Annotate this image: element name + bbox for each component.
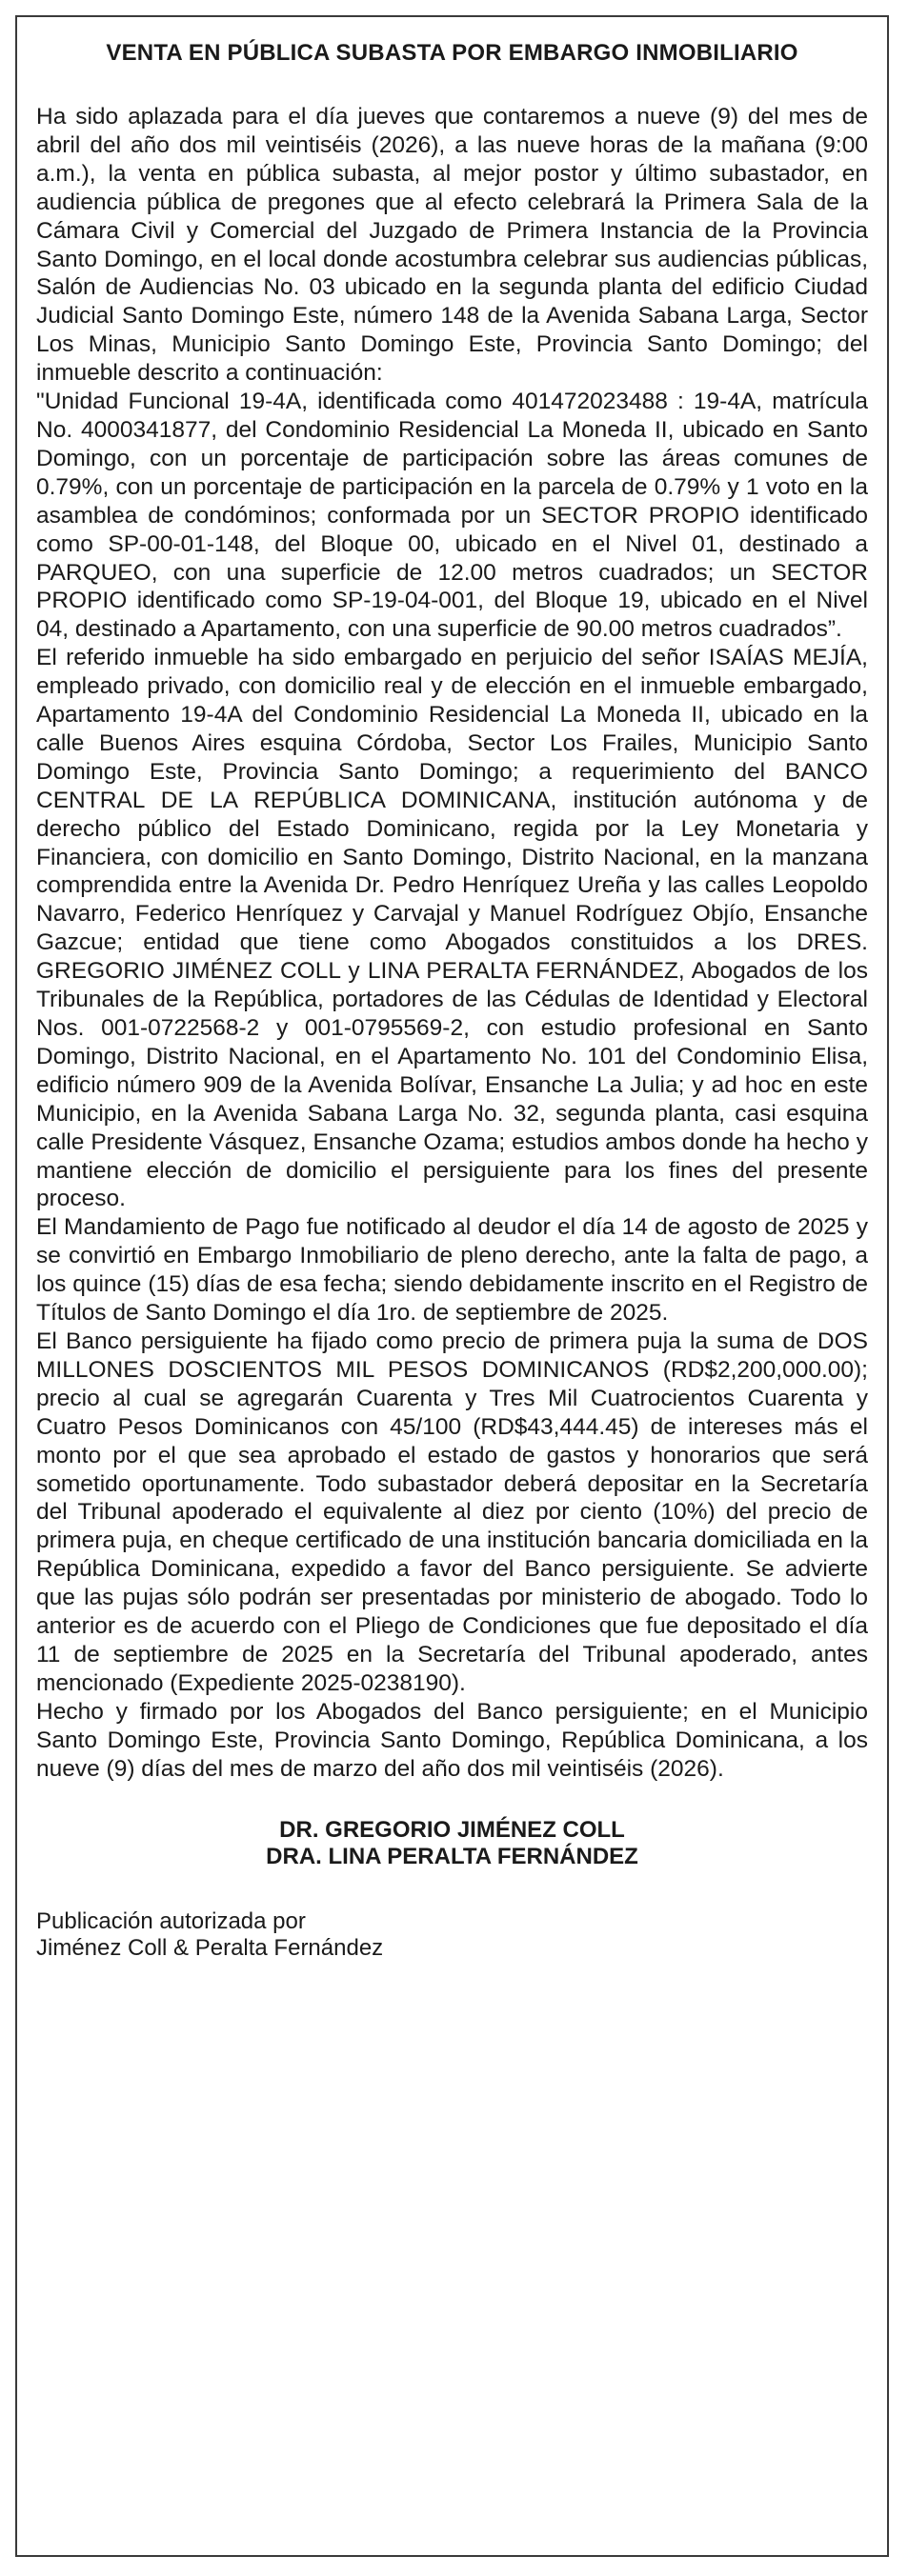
paragraph-signed: Hecho y firmado por los Abogados del Banco persiguiente; en el Municipio Santo Domingo Este, Provincia Santo Domingo, República Dominicana, a los nueve (9) días del mes de marzo del año dos mil veintiséis (2026).	[36, 1698, 868, 1782]
publication-line: Publicación autorizada por	[36, 1908, 306, 1935]
paragraph-payment-order: El Mandamiento de Pago fue notificado al deudor el día 14 de agosto de 2025 y se convirtió en Embargo Inmobiliario de pleno derecho, ante la falta de pago, a los quince (15) días de esa fecha; siendo debidamente inscrito en el Registro de Títulos de Santo Domingo el día 1ro. de septiembre de 2025.	[36, 1214, 868, 1327]
paragraph-announcement: Ha sido aplazada para el día jueves que contaremos a nueve (9) del mes de abril del año dos mil veintiséis (2026), a las nueve horas de la mañana (9:00 a.m.), la venta en pública subasta, al mejor postor y último subastador, en audiencia pública de pregones que al efecto celebrará la Primera Sala de la Cámara Civil y Comercial del Juzgado de Primera Instancia de la Provincia Santo Domingo, en el local donde acostumbra celebrar sus audiencias públicas, Salón de Audiencias No. 03 ubicado en la segunda planta del edificio Ciudad Judicial Santo Domingo Este, número 148 de la Avenida Sabana Larga, Sector Los Minas, Municipio Santo Domingo Este, Provincia Santo Domingo; del inmueble descrito a continuación:	[36, 104, 868, 387]
paragraph-parties: El referido inmueble ha sido embargado en perjuicio del señor ISAÍAS MEJÍA, empleado privado, con domicilio real y de elección en el inmueble embargado, Apartamento 19-4A del Condominio Residencial La Moneda II, ubicado en la calle Buenos Aires esquina Córdoba, Sector Los Frailes, Municipio Santo Domingo Este, Provincia Santo Domingo; a requerimiento del BANCO CENTRAL DE LA REPÚBLICA DOMINICANA, institución autónoma y de derecho público del Estado Dominicano, regida por la Ley Monetaria y Financiera, con domicilio en Santo Domingo, Distrito Nacional, en la manzana comprendida entre la Avenida Dr. Pedro Henríquez Ureña y las calles Leopoldo Navarro, Federico Henríquez y Carvajal y Manuel Rodríguez Objío, Ensanche Gazcue; entidad que tiene como Abogados constituidos a los DRES. GREGORIO JIMÉNEZ COLL y LINA PERALTA FERNÁNDEZ, Abogados de los Tribunales de la República, portadores de las Cédulas de Identidad y Electoral Nos. 001-0722568-2 y 001-0795569-2, con estudio profesional en Santo Domingo, Distrito Nacional, en el Apartamento No. 101 del Condominio Elisa, edificio número 909 de la Avenida Bolívar, Ensanche La Julia; y ad hoc en este Municipio, en la Avenida Sabana Larga No. 32, segunda planta, casi esquina calle Presidente Vásquez, Ensanche Ozama; estudios ambos donde ha hecho y mantiene elección de domicilio el persiguiente para los fines del presente proceso.	[36, 645, 868, 1212]
signer-name: DR. GREGORIO JIMÉNEZ COLL	[279, 1817, 625, 1844]
publication-line: Jiménez Coll & Peralta Fernández	[36, 1935, 384, 1962]
paragraph-property-description: "Unidad Funcional 19-4A, identificada como 401472023488 : 19-4A, matrícula No. 4000341877, del Condominio Residencial La Moneda II, ubicado en Santo Domingo, con un porcentaje de participación sobre las áreas comunes de 0.79%, con un porcentaje de participación en la parcela de 0.79% y 1 voto en la asamblea de condóminos; conformada por un SECTOR PROPIO identificado como SP-00-01-148, del Bloque 00, ubicado en el Nivel 01, destinado a PARQUEO, con una superficie de 12.00 metros cuadrados; un SECTOR PROPIO identificado como SP-19-04-001, del Bloque 19, ubicado en el Nivel 04, destinado a Apartamento, con una superficie de 90.00 metros cuadrados”.	[36, 389, 868, 643]
legal-notice	[15, 15, 889, 2557]
signer-name: DRA. LINA PERALTA FERNÁNDEZ	[266, 1844, 638, 1870]
paragraph-auction-price: El Banco persiguiente ha fijado como precio de primera puja la suma de DOS MILLONES DOSCIENTOS MIL PESOS DOMINICANOS (RD$2,200,000.00); precio al cual se agregarán Cuarenta y Tres Mil Cuatrocientos Cuarenta y Cuatro Pesos Dominicanos con 45/100 (RD$43,444.45) de intereses más el monto por el que sea aprobado el estado de gastos y honorarios que será sometido oportunamente. Todo subastador deberá depositar en la Secretaría del Tribunal apoderado el equivalente al diez por ciento (10%) del precio de primera puja, en cheque certificado de una institución bancaria domiciliada en la República Dominicana, expedido a favor del Banco persiguiente. Se advierte que las pujas sólo podrán ser presentadas por ministerio de abogado. Todo lo anterior es de acuerdo con el Pliego de Condiciones que fue depositado el día 11 de septiembre de 2025 en la Secretaría del Tribunal apoderado, antes mencionado (Expediente 2025-0238190).	[36, 1328, 868, 1696]
notice-title: VENTA EN PÚBLICA SUBASTA POR EMBARGO INMOBILIARIO	[106, 40, 798, 66]
signers-block	[36, 1817, 868, 1870]
publication-credit	[36, 1908, 868, 1962]
